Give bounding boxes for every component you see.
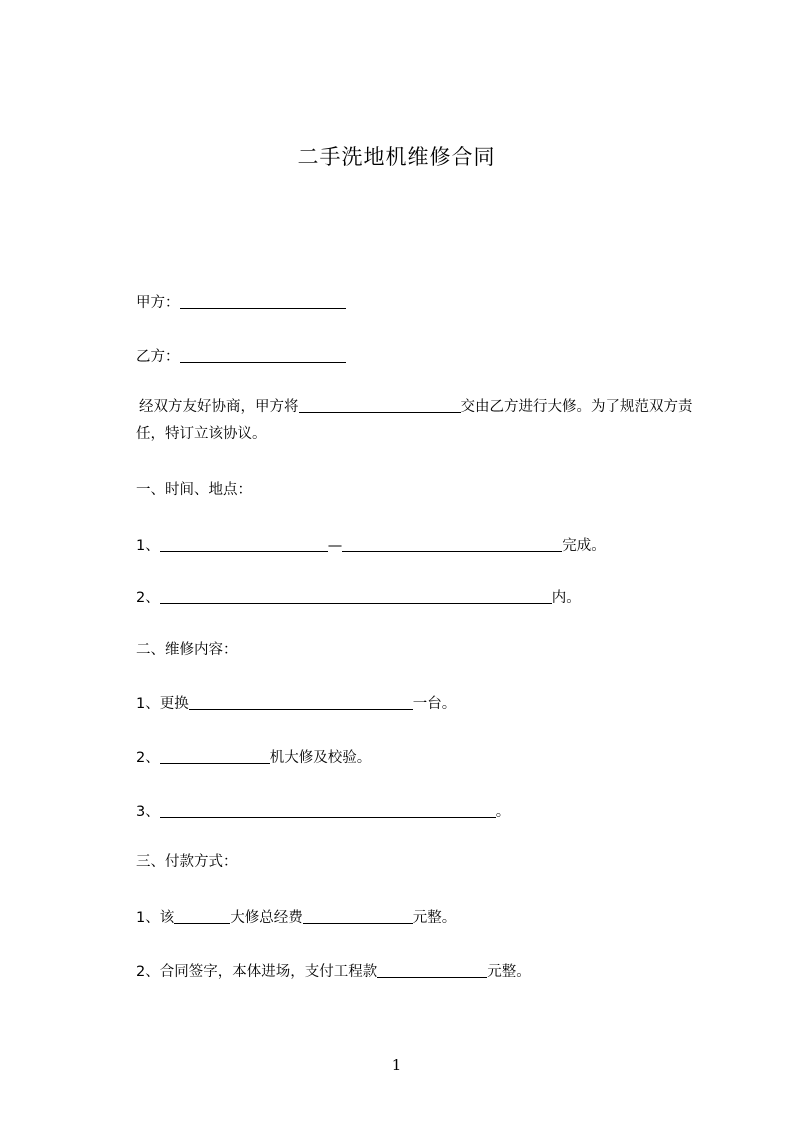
s2-item3-blank xyxy=(160,802,496,818)
s3-item1 xyxy=(136,906,456,928)
s1-item1-blank-start xyxy=(160,536,328,552)
s2-item2-prefix: 2、 xyxy=(136,750,160,766)
s2-item2-suffix: 机大修及校验。 xyxy=(269,750,372,766)
party-b-line xyxy=(136,345,346,367)
s3-item2-prefix: 2、合同签字，本体进场，支付工程款 xyxy=(136,964,378,980)
page-number: 1 xyxy=(391,1056,402,1074)
s1-item2-prefix: 2、 xyxy=(136,590,160,606)
s3-item2-suffix: 元整。 xyxy=(487,964,531,980)
document-title: 二手洗地机维修合同 xyxy=(297,145,496,169)
s3-item1-suffix: 元整。 xyxy=(412,910,457,926)
party-b-blank xyxy=(180,347,346,363)
s2-item1-suffix: 一台。 xyxy=(412,696,457,712)
s3-item1-blank-amount xyxy=(303,908,413,924)
s3-item1-blank-vehicle xyxy=(174,908,230,924)
intro-text-part2: 交由乙方进行大修。为了规范双方责任，特订立该协议。 xyxy=(136,399,693,442)
section2-heading: 二、维修内容： xyxy=(136,642,238,658)
s3-item1-mid: 大修总经费 xyxy=(230,910,303,926)
s1-item1-prefix: 1、 xyxy=(136,538,160,554)
s2-item1-blank xyxy=(189,694,413,710)
s2-item2-blank xyxy=(160,748,270,764)
s2-item1-prefix: 1、更换 xyxy=(136,696,189,712)
s2-item3-prefix: 3、 xyxy=(136,804,160,820)
s2-item1 xyxy=(136,692,456,714)
s1-item1-blank-end xyxy=(342,536,562,552)
intro-text-part1: 经双方友好协商，甲方将 xyxy=(139,399,299,415)
party-a-label: 甲方： xyxy=(136,295,180,311)
section3-heading: 三、付款方式： xyxy=(136,854,238,870)
s3-item2-blank xyxy=(377,962,487,978)
s1-item2-suffix: 内。 xyxy=(551,590,581,606)
s2-item3-suffix: 。 xyxy=(495,804,511,820)
s2-item3 xyxy=(136,800,510,822)
s1-item1 xyxy=(136,534,606,556)
s1-item1-suffix: 完成。 xyxy=(562,538,606,554)
s2-item2 xyxy=(136,746,371,768)
s1-item2-blank xyxy=(160,588,552,604)
party-a-blank xyxy=(180,293,346,309)
s1-item2 xyxy=(136,586,581,608)
s3-item1-prefix: 1、该 xyxy=(136,910,175,926)
party-a-line xyxy=(136,291,346,313)
intro-paragraph xyxy=(136,394,706,448)
s1-item1-dash: — xyxy=(327,538,343,554)
party-b-label: 乙方： xyxy=(136,349,180,365)
s3-item2 xyxy=(136,960,531,982)
section1-heading: 一、时间、地点： xyxy=(136,482,252,498)
intro-blank xyxy=(299,397,461,413)
